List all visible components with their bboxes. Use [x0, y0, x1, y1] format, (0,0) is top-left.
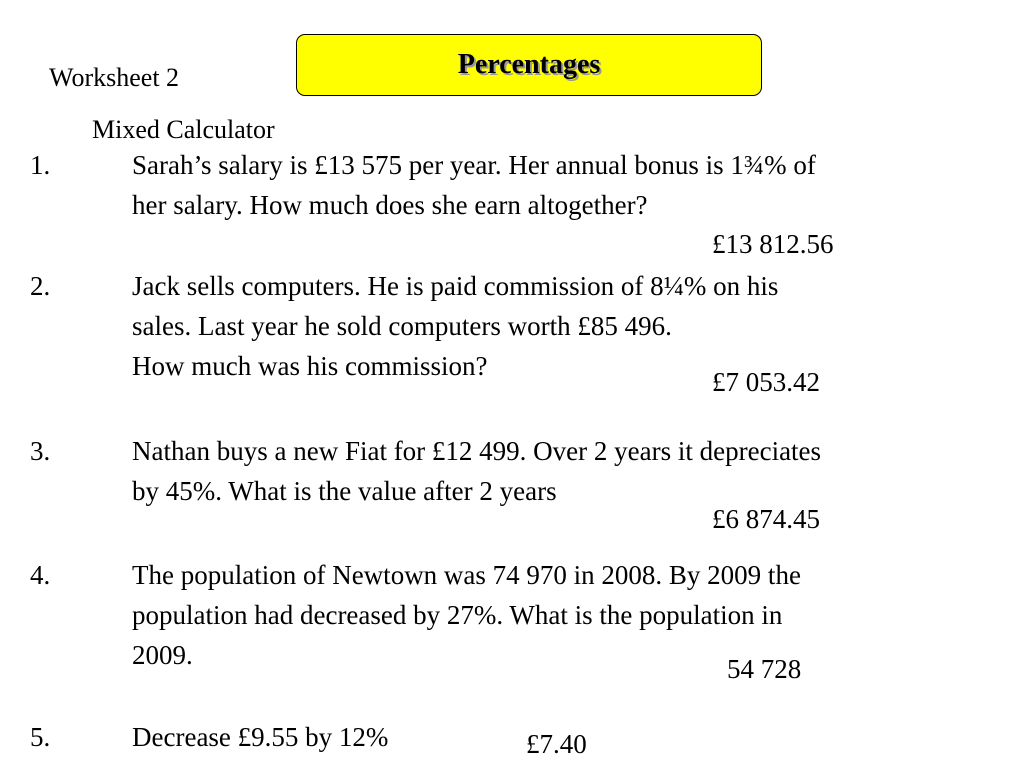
- question-number: 3.: [30, 436, 51, 466]
- question-text: [132, 555, 801, 675]
- question-number: 2.: [30, 271, 51, 301]
- question-line: her salary. How much does she earn altogether?: [132, 190, 648, 220]
- question-text: [132, 717, 388, 757]
- question-line: Sarah’s salary is £13 575 per year. Her annual bonus is 1¾% of: [132, 150, 816, 180]
- question-number: 5.: [30, 722, 51, 752]
- worksheet-label: Worksheet 2: [49, 63, 180, 92]
- question-line: How much was his commission?: [132, 351, 488, 381]
- answer: £7.40: [526, 729, 587, 759]
- answer: 54 728: [727, 654, 802, 684]
- question-line: Jack sells computers. He is paid commission of 8¼% on his: [132, 271, 779, 301]
- page-title: Percentages: [457, 49, 601, 80]
- question-line: by 45%. What is the value after 2 years: [132, 476, 557, 506]
- question-line: sales. Last year he sold computers worth £85 496.: [132, 311, 672, 341]
- worksheet-subtitle: Mixed Calculator: [92, 115, 275, 144]
- question-number: 1.: [30, 150, 51, 180]
- answer: £7 053.42: [712, 367, 820, 397]
- question-line: Decrease £9.55 by 12%: [132, 722, 389, 752]
- question-line: population had decreased by 27%. What is the population in: [132, 600, 783, 630]
- question-line: 2009.: [132, 640, 193, 670]
- answer: £6 874.45: [712, 504, 820, 534]
- question-text: [132, 431, 821, 511]
- answer: £13 812.56: [712, 229, 834, 259]
- question-text: [132, 145, 816, 225]
- question-number: 4.: [30, 560, 51, 590]
- question-line: Nathan buys a new Fiat for £12 499. Over 2 years it depreciates: [132, 436, 822, 466]
- question-text: [132, 266, 778, 386]
- question-line: The population of Newtown was 74 970 in 2008. By 2009 the: [132, 560, 801, 590]
